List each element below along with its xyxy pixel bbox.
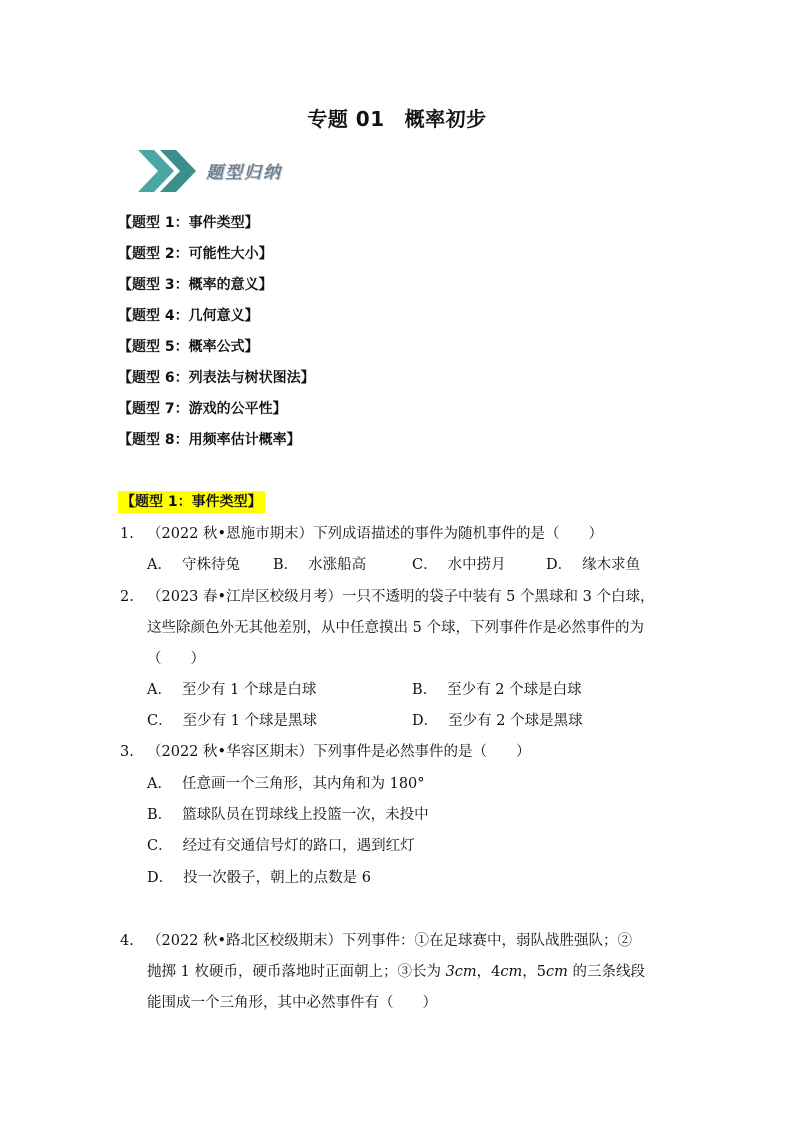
option-key: D． (147, 870, 174, 886)
option-key: A． (147, 776, 172, 792)
option-key: C． (147, 838, 173, 854)
option-text: 缘木求鱼 (582, 557, 641, 573)
option-c (147, 711, 317, 731)
option-text: 投一次骰子，朝上的点数是 6 (183, 870, 371, 886)
question-text-line (147, 962, 645, 982)
question-number: 2. (120, 589, 134, 605)
option-key: D． (412, 713, 439, 729)
option-key: C． (412, 557, 438, 573)
question-text: （2023 春•江岸区校级月考）一只不透明的袋子中装有 5 个黑球和 3 个白球， (147, 589, 655, 605)
option-text: 至少有 1 个球是白球 (181, 682, 317, 698)
separator: ，5 (522, 964, 547, 980)
option-key: B． (412, 682, 438, 698)
option-a (147, 774, 425, 794)
question-3 (120, 742, 531, 762)
type-item: 【题型 8：用频率估计概率】 (118, 432, 301, 448)
page-title (0, 103, 794, 132)
question-text-line: 这些除颜色外无其他差别，从中任意摸出 5 个球，下列事件作是必然事件的为 (147, 620, 644, 636)
option-c (147, 836, 415, 856)
type-item: 【题型 1：事件类型】 (118, 215, 259, 231)
type-item: 【题型 2：可能性大小】 (118, 246, 273, 262)
type-item: 【题型 7：游戏的公平性】 (118, 401, 287, 417)
option-key: B． (147, 807, 173, 823)
option-key: D． (546, 557, 573, 573)
question-2 (120, 587, 654, 607)
measure-1: 3cm (445, 964, 477, 980)
option-d (147, 868, 371, 888)
option-text: 任意画一个三角形，其内角和为 180° (181, 776, 425, 792)
question-text-line: （ ） (147, 651, 205, 667)
question-text: （2022 秋•恩施市期末）下列成语描述的事件为随机事件的是（ ） (147, 526, 604, 542)
question-number: 1. (120, 526, 134, 542)
type-item: 【题型 6：列表法与树状图法】 (118, 370, 315, 386)
option-text: 篮球队员在罚球线上投篮一次，未投中 (182, 807, 429, 823)
double-chevron-icon (138, 150, 196, 192)
measure-3: cm (546, 964, 568, 980)
text-segment: 抛掷 1 枚硬币，硬币落地时正面朝上；③长为 (147, 964, 446, 980)
type-item: 【题型 5：概率公式】 (118, 339, 259, 355)
option-b (412, 680, 582, 700)
type-item: 【题型 4：几何意义】 (118, 308, 259, 324)
question-text: （2022 秋•华容区期末）下列事件是必然事件的是（ ） (147, 744, 531, 760)
section-heading: 【题型 1：事件类型】 (118, 491, 265, 513)
question-text: （2022 秋•路北区校级期末）下列事件：①在足球赛中，弱队战胜强队；② (147, 933, 633, 949)
option-key: C． (147, 713, 173, 729)
question-4 (120, 931, 632, 951)
option-b (273, 555, 366, 575)
option-a (147, 680, 316, 700)
option-d (546, 555, 640, 575)
type-list (118, 213, 315, 461)
text-segment: 的三条线段 (567, 964, 645, 980)
question-number: 3. (120, 744, 134, 760)
option-a (147, 555, 240, 575)
option-b (147, 805, 429, 825)
type-item: 【题型 3：概率的意义】 (118, 277, 273, 293)
title-number: 专题 01 (307, 107, 385, 131)
question-1 (120, 524, 603, 544)
option-text: 守株待兔 (181, 557, 240, 573)
option-text: 至少有 2 个球是白球 (447, 682, 582, 698)
option-text: 至少有 1 个球是黑球 (182, 713, 318, 729)
option-text: 水中捞月 (447, 557, 506, 573)
option-key: B． (273, 557, 299, 573)
banner-label: 题型归纳 (206, 163, 282, 183)
option-key: A． (147, 682, 172, 698)
option-key: A． (147, 557, 172, 573)
option-text: 水涨船高 (308, 557, 367, 573)
option-d (412, 711, 583, 731)
question-number: 4. (120, 933, 134, 949)
separator: ，4 (476, 964, 501, 980)
question-text-line: 能围成一个三角形，其中必然事件有（ ） (147, 995, 437, 1011)
option-text: 经过有交通信号灯的路口，遇到红灯 (182, 838, 415, 854)
option-c (412, 555, 506, 575)
title-text: 概率初步 (404, 107, 487, 131)
measure-2: cm (500, 964, 523, 980)
option-text: 至少有 2 个球是黑球 (448, 713, 583, 729)
